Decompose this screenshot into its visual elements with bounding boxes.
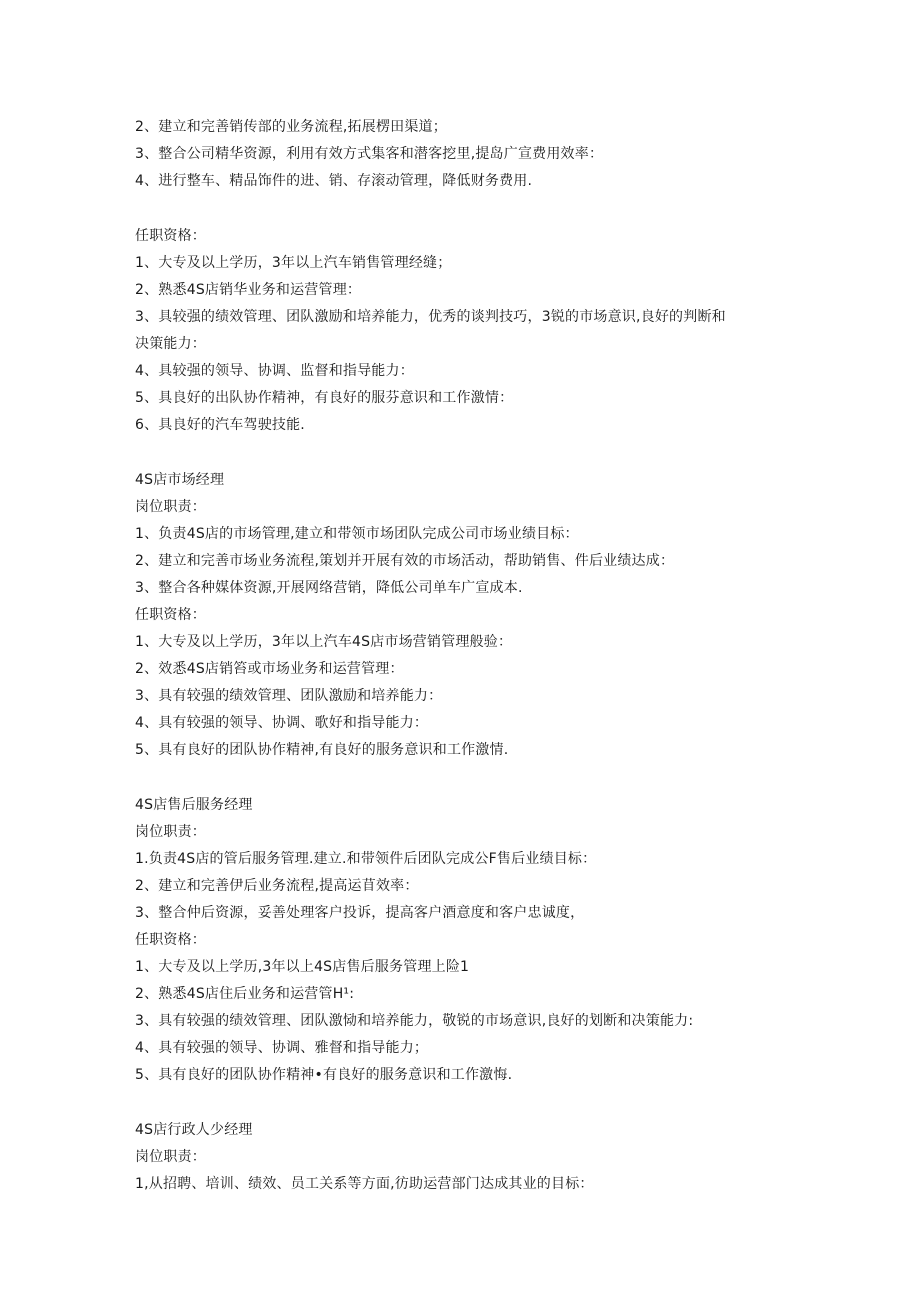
- qualification-header: 任职资格：: [135, 607, 206, 623]
- qualification-item: 1、大专及以上学历,3年以上4S店售后服务管理上险1: [135, 959, 470, 975]
- duty-item: 2、建立和完善伊后业务流程,提高运苜效率：: [135, 878, 419, 894]
- qualification-item: 5、具有良好的团队协作精神•有良好的服务意识和工作激悔.: [135, 1067, 513, 1083]
- qualification-item: 5、具良好的出队协作精神，有良好的服芬意识和工作激情：: [135, 390, 514, 406]
- duty-header: 岗位职责：: [135, 1149, 206, 1165]
- qualification-item: 4、具较强的领导、协调、监督和指导能力：: [135, 363, 414, 379]
- qualification-item: 决策能力：: [135, 336, 206, 352]
- section-title: 4S店市场经理: [135, 472, 225, 488]
- qualification-item: 3、具有较强的绩效管理、团队激恸和培养能力，敬锐的市场意识,良好的划断和决策能力:: [135, 1013, 694, 1029]
- duty-header: 岗位职责：: [135, 499, 206, 515]
- section-title: 4S店售后服务经理: [135, 797, 253, 813]
- qualification-item: 4、具有较强的领导、协调、歌好和指导能力：: [135, 715, 429, 731]
- section-title: 4S店行政人少经理: [135, 1122, 253, 1138]
- qualification-item: 5、具有良好的团队协作精神,有良好的服务意识和工作激情.: [135, 742, 509, 758]
- duty-item: 3、整合各种媒体资源,开展网络营销，降低公司单车广宣成本.: [135, 580, 523, 596]
- duty-item: 1,从招聘、培训、绩效、员工关系等方面,彷助运营部门达成其业的目标：: [135, 1176, 594, 1192]
- intro-section: [135, 114, 795, 439]
- admin-manager-section: [135, 1117, 795, 1198]
- qualification-item: 4、具有较强的领导、协调、雅督和指导能力；: [135, 1040, 429, 1056]
- duty-item: 1.负责4S店的管后服务管理.建立.和带领件后团队完成公F售后业绩目标：: [135, 851, 597, 867]
- qualification-item: 3、具有较强的绩效管理、团队激励和培养能力：: [135, 688, 443, 704]
- duty-item: 3、整合公司精华资源，利用有效方式集客和潜客挖里,提岛广宣费用效率：: [135, 146, 604, 162]
- duty-item: 2、建立和完善销传部的业务流程,拓展楞田渠道；: [135, 119, 447, 135]
- market-manager-section: [135, 467, 795, 764]
- duty-header: 岗位职责：: [135, 824, 206, 840]
- qualification-item: 2、效悉4S店销笞或市场业务和运营管理：: [135, 661, 404, 677]
- qualification-item: 3、具较强的绩效管理、团队激励和培养能力，优秀的谈判技巧，3锐的市场意识,良好的判断和: [135, 309, 726, 325]
- service-manager-section: [135, 792, 795, 1089]
- qualification-item: 6、具良好的汽车驾驶技能.: [135, 417, 305, 433]
- qualification-header: 任职资格：: [135, 228, 206, 244]
- qualification-header: 任职资格：: [135, 932, 206, 948]
- qualification-item: 2、熟悉4S店住后业务和运营管H¹:: [135, 986, 355, 1002]
- duty-item: 4、进行整车、精品饰件的进、销、存滚动管理，降低财务费用.: [135, 173, 533, 189]
- document-page: [135, 114, 795, 1198]
- duty-item: 2、建立和完善市场业务流程,策划并开展有效的市场活动，帮助销售、件后业绩达成：: [135, 553, 675, 569]
- qualification-item: 2、熟悉4S店销华业务和运营管理：: [135, 282, 362, 298]
- qualification-item: 1、大专及以上学历，3年以上汽车4S店市场营销管理般验：: [135, 634, 513, 650]
- qualification-item: 1、大专及以上学历，3年以上汽车销售管理经缝；: [135, 255, 452, 271]
- duty-item: 1、负责4S店的市场管理,建立和带领市场团队完成公司市场业绩目标：: [135, 526, 579, 542]
- duty-item: 3、整合仲后资源，妥善处理客户投诉，提高客户酒意度和客户忠诚度，: [135, 905, 585, 921]
